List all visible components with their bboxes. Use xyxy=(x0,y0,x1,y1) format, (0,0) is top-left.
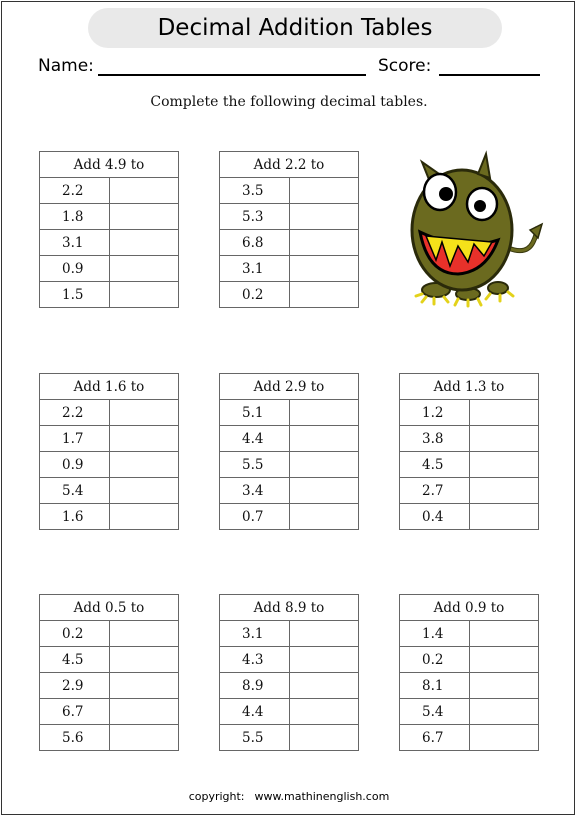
table-header: Add 8.9 to xyxy=(220,595,359,621)
number-cell: 4.5 xyxy=(400,452,470,478)
number-cell: 5.4 xyxy=(40,478,110,504)
number-cell: 1.8 xyxy=(40,204,110,230)
website-link[interactable]: www.mathinenglish.com xyxy=(254,790,390,803)
number-cell: 4.4 xyxy=(220,426,290,452)
table-row xyxy=(40,504,179,530)
table-row xyxy=(40,699,179,725)
number-cell: 6.7 xyxy=(400,725,470,751)
answer-cell[interactable] xyxy=(289,699,358,725)
answer-cell[interactable] xyxy=(109,673,178,699)
number-cell: 8.1 xyxy=(400,673,470,699)
answer-cell[interactable] xyxy=(469,699,538,725)
addition-table xyxy=(39,594,179,751)
number-cell: 0.9 xyxy=(40,452,110,478)
number-cell: 8.9 xyxy=(220,673,290,699)
answer-cell[interactable] xyxy=(289,256,358,282)
number-cell: 0.9 xyxy=(40,256,110,282)
monster-illustration xyxy=(400,148,548,308)
answer-cell[interactable] xyxy=(469,725,538,751)
table-header: Add 2.9 to xyxy=(220,374,359,400)
number-cell: 3.4 xyxy=(220,478,290,504)
table-row xyxy=(220,699,359,725)
answer-cell[interactable] xyxy=(469,426,538,452)
table-row xyxy=(220,452,359,478)
answer-cell[interactable] xyxy=(469,673,538,699)
answer-cell[interactable] xyxy=(289,647,358,673)
answer-cell[interactable] xyxy=(109,204,178,230)
table-row xyxy=(40,426,179,452)
table-header: Add 1.6 to xyxy=(40,374,179,400)
table-row xyxy=(220,178,359,204)
number-cell: 4.3 xyxy=(220,647,290,673)
number-cell: 1.4 xyxy=(400,621,470,647)
table-row xyxy=(40,478,179,504)
table-header: Add 1.3 to xyxy=(400,374,539,400)
table-row xyxy=(40,282,179,308)
number-cell: 2.2 xyxy=(40,400,110,426)
answer-cell[interactable] xyxy=(289,426,358,452)
addition-table xyxy=(399,594,539,751)
number-cell: 3.5 xyxy=(220,178,290,204)
answer-cell[interactable] xyxy=(469,504,538,530)
answer-cell[interactable] xyxy=(109,230,178,256)
answer-cell[interactable] xyxy=(109,478,178,504)
answer-cell[interactable] xyxy=(109,647,178,673)
number-cell: 6.8 xyxy=(220,230,290,256)
table-row xyxy=(400,621,539,647)
number-cell: 1.6 xyxy=(40,504,110,530)
table-row xyxy=(40,621,179,647)
answer-cell[interactable] xyxy=(109,725,178,751)
table-row xyxy=(40,204,179,230)
answer-cell[interactable] xyxy=(289,725,358,751)
answer-cell[interactable] xyxy=(289,673,358,699)
table-row xyxy=(400,452,539,478)
table-row xyxy=(220,282,359,308)
table-row xyxy=(220,504,359,530)
number-cell: 4.5 xyxy=(40,647,110,673)
score-field[interactable] xyxy=(439,74,540,76)
table-row xyxy=(220,478,359,504)
answer-cell[interactable] xyxy=(469,478,538,504)
answer-cell[interactable] xyxy=(289,204,358,230)
title-text: Decimal Addition Tables xyxy=(157,15,433,41)
table-header: Add 0.5 to xyxy=(40,595,179,621)
table-row xyxy=(400,400,539,426)
number-cell: 4.4 xyxy=(220,699,290,725)
answer-cell[interactable] xyxy=(289,504,358,530)
table-row xyxy=(40,452,179,478)
number-cell: 5.6 xyxy=(40,725,110,751)
number-cell: 2.7 xyxy=(400,478,470,504)
answer-cell[interactable] xyxy=(109,621,178,647)
table-row xyxy=(220,725,359,751)
table-row xyxy=(220,647,359,673)
number-cell: 5.5 xyxy=(220,452,290,478)
number-cell: 0.7 xyxy=(220,504,290,530)
table-row xyxy=(400,478,539,504)
answer-cell[interactable] xyxy=(109,256,178,282)
answer-cell[interactable] xyxy=(109,452,178,478)
table-row xyxy=(400,426,539,452)
answer-cell[interactable] xyxy=(469,621,538,647)
number-cell: 1.7 xyxy=(40,426,110,452)
copyright-label: copyright: xyxy=(188,790,245,803)
table-row xyxy=(40,400,179,426)
answer-cell[interactable] xyxy=(109,282,178,308)
number-cell: 0.2 xyxy=(220,282,290,308)
addition-table xyxy=(219,373,359,530)
number-cell: 6.7 xyxy=(40,699,110,725)
answer-cell[interactable] xyxy=(469,647,538,673)
number-cell: 1.2 xyxy=(400,400,470,426)
answer-cell[interactable] xyxy=(289,621,358,647)
footer xyxy=(0,790,578,803)
table-row xyxy=(220,256,359,282)
number-cell: 5.5 xyxy=(220,725,290,751)
table-header: Add 4.9 to xyxy=(40,152,179,178)
number-cell: 3.8 xyxy=(400,426,470,452)
worksheet-title xyxy=(88,8,502,48)
addition-table xyxy=(399,373,539,530)
number-cell: 5.1 xyxy=(220,400,290,426)
number-cell: 5.3 xyxy=(220,204,290,230)
number-cell: 3.1 xyxy=(40,230,110,256)
number-cell: 2.2 xyxy=(40,178,110,204)
instructions: Complete the following decimal tables. xyxy=(150,94,428,110)
table-row xyxy=(40,725,179,751)
table-row xyxy=(40,178,179,204)
answer-cell[interactable] xyxy=(109,504,178,530)
name-field[interactable] xyxy=(98,74,366,76)
answer-cell[interactable] xyxy=(289,452,358,478)
number-cell: 5.4 xyxy=(400,699,470,725)
answer-cell[interactable] xyxy=(289,400,358,426)
answer-cell[interactable] xyxy=(469,400,538,426)
number-cell: 3.1 xyxy=(220,621,290,647)
number-cell: 0.2 xyxy=(40,621,110,647)
answer-cell[interactable] xyxy=(289,178,358,204)
answer-cell[interactable] xyxy=(109,699,178,725)
table-row xyxy=(220,621,359,647)
table-row xyxy=(220,673,359,699)
table-row xyxy=(220,400,359,426)
table-row xyxy=(400,647,539,673)
answer-cell[interactable] xyxy=(289,282,358,308)
table-row xyxy=(220,426,359,452)
table-row xyxy=(400,699,539,725)
table-row xyxy=(220,204,359,230)
number-cell: 0.4 xyxy=(400,504,470,530)
table-row xyxy=(400,504,539,530)
score-label: Score: xyxy=(378,56,432,76)
table-row xyxy=(220,230,359,256)
number-cell: 0.2 xyxy=(400,647,470,673)
answer-cell[interactable] xyxy=(289,478,358,504)
table-row xyxy=(40,647,179,673)
table-row xyxy=(400,725,539,751)
answer-cell[interactable] xyxy=(289,230,358,256)
table-row xyxy=(40,256,179,282)
answer-cell[interactable] xyxy=(109,426,178,452)
number-cell: 2.9 xyxy=(40,673,110,699)
number-cell: 3.1 xyxy=(220,256,290,282)
table-row xyxy=(40,673,179,699)
answer-cell[interactable] xyxy=(469,452,538,478)
number-cell: 1.5 xyxy=(40,282,110,308)
table-row xyxy=(40,230,179,256)
addition-table xyxy=(219,594,359,751)
addition-table xyxy=(39,151,179,308)
answer-cell[interactable] xyxy=(109,400,178,426)
table-header: Add 2.2 to xyxy=(220,152,359,178)
answer-cell[interactable] xyxy=(109,178,178,204)
name-label: Name: xyxy=(38,56,94,76)
table-row xyxy=(400,673,539,699)
addition-table xyxy=(219,151,359,308)
table-header: Add 0.9 to xyxy=(400,595,539,621)
addition-table xyxy=(39,373,179,530)
